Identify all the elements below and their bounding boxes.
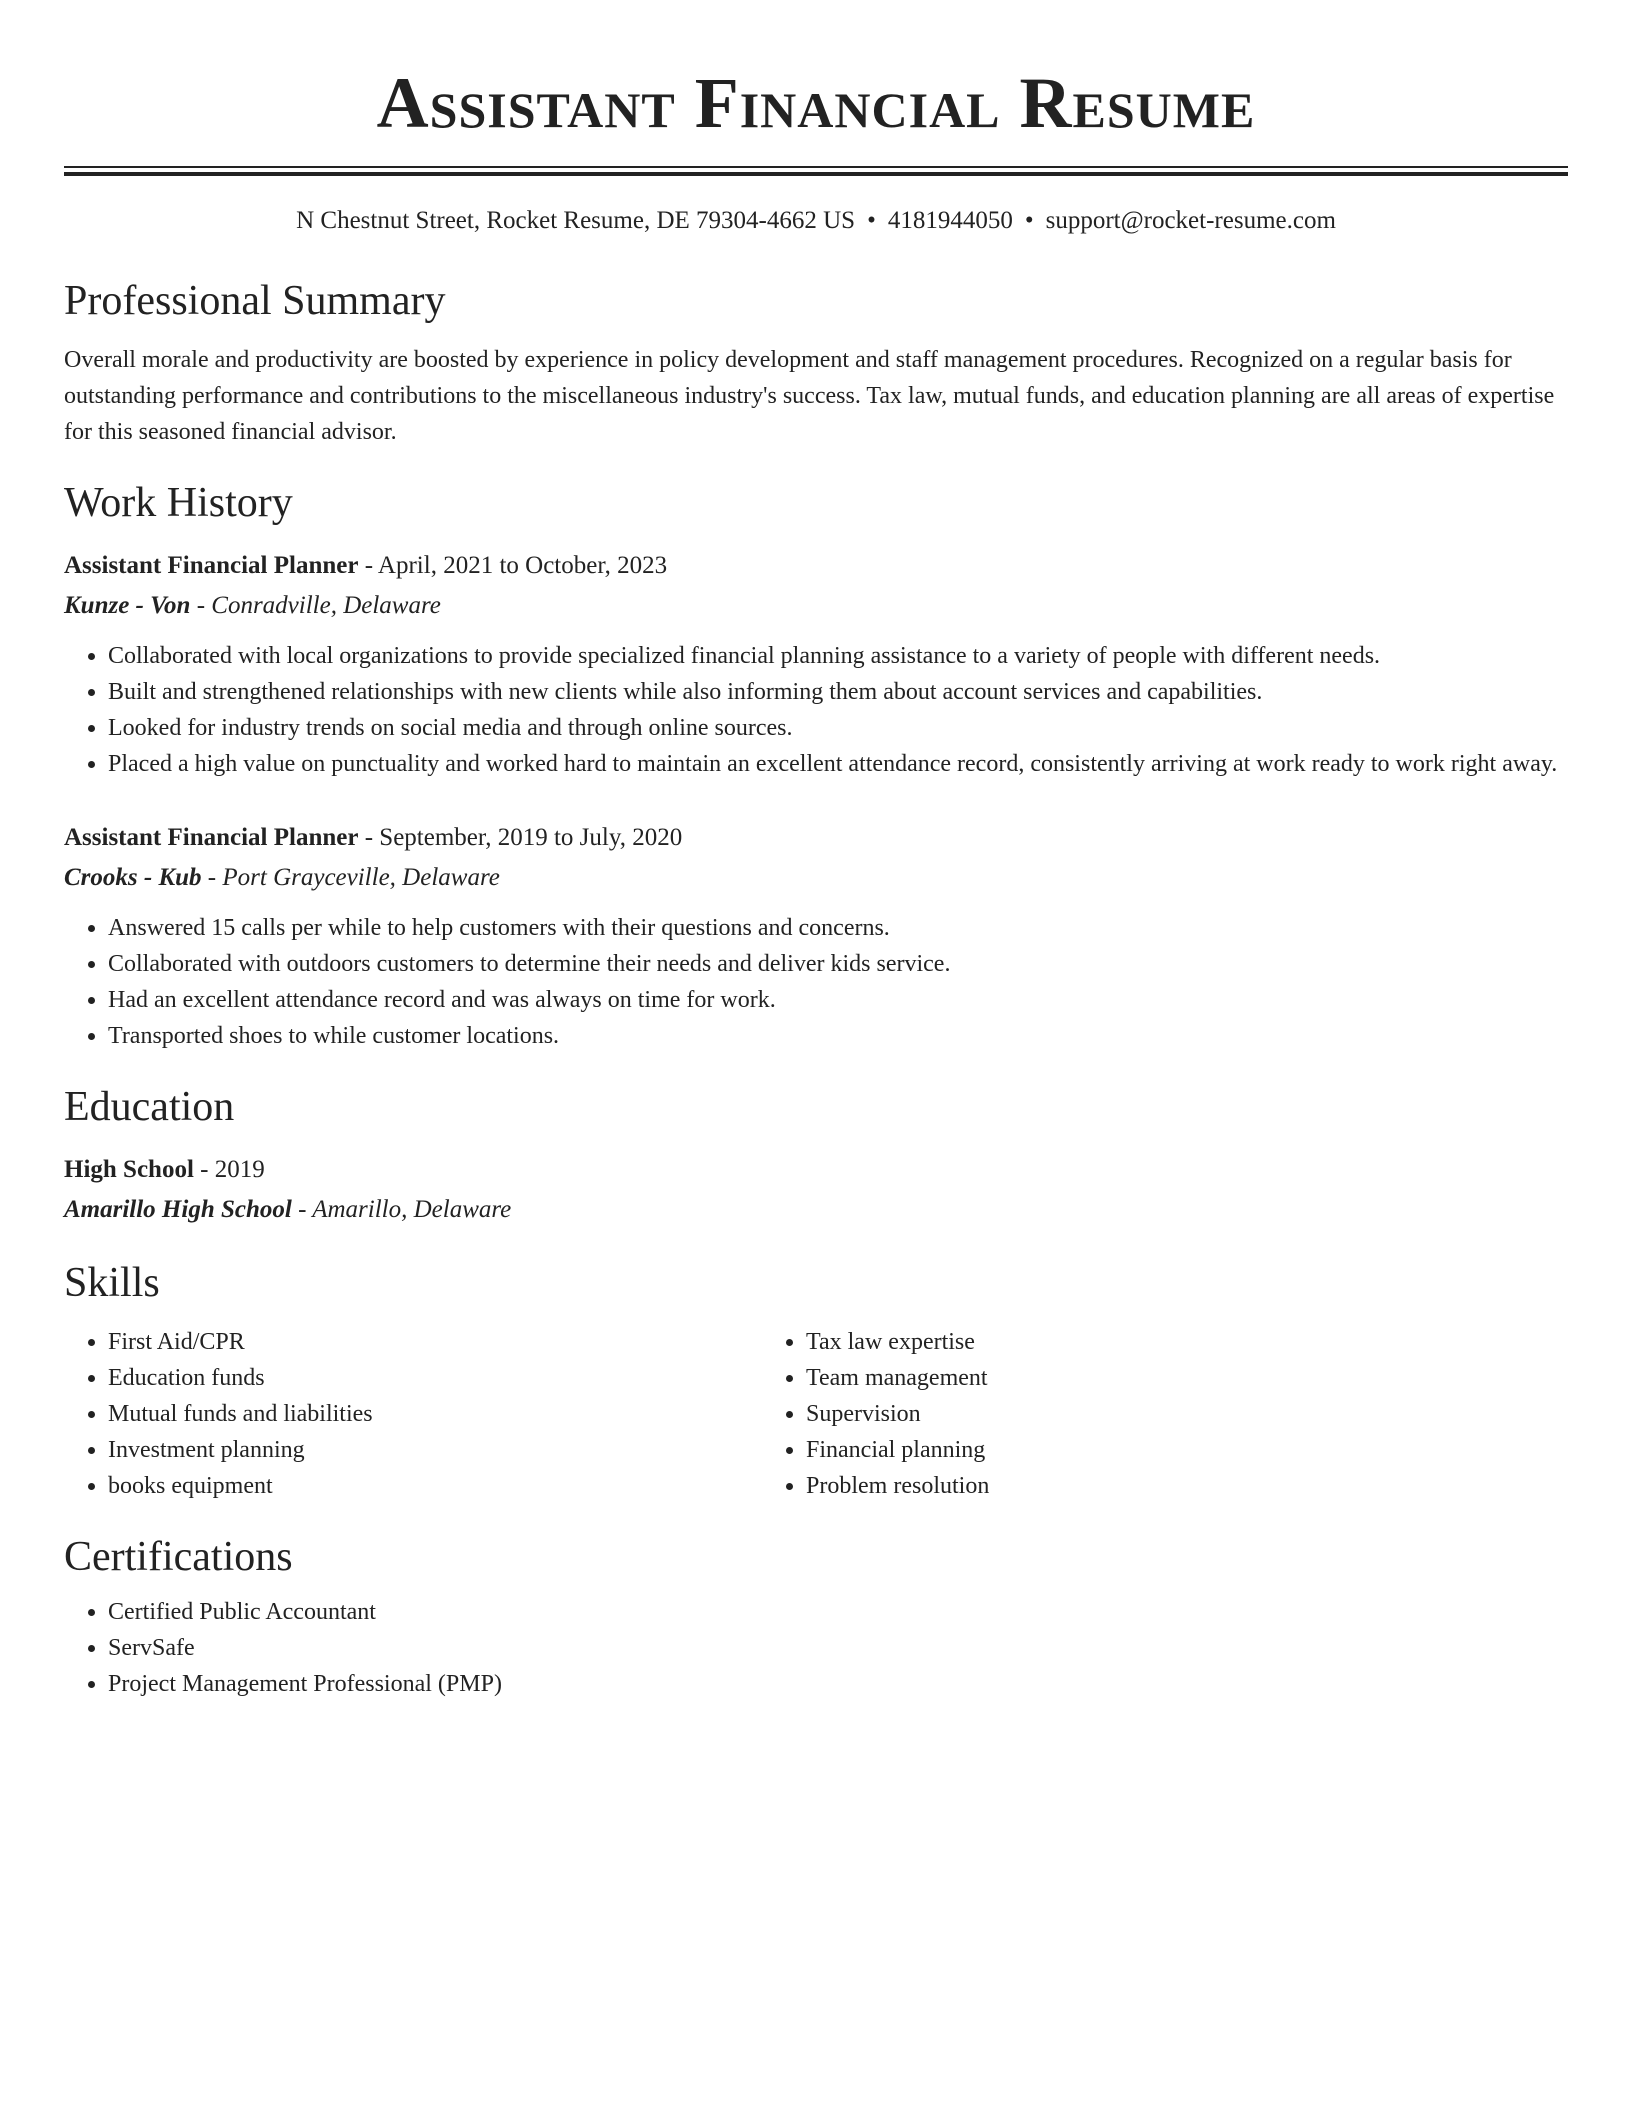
job-company-line bbox=[64, 858, 1568, 898]
education-degree-line bbox=[64, 1150, 1568, 1190]
job-dates: - April, 2021 to October, 2023 bbox=[358, 552, 668, 579]
job-bullets bbox=[64, 638, 1568, 782]
job-entry bbox=[64, 546, 1568, 782]
skill-item: • Financial planning bbox=[806, 1432, 1504, 1468]
skills-column-right bbox=[762, 1324, 1504, 1504]
resume-title: Assistant Financial Resume bbox=[376, 63, 1256, 143]
summary-heading: Professional Summary bbox=[64, 278, 446, 324]
job-entry bbox=[64, 818, 1568, 1054]
job-bullet: • Collaborated with outdoors customers to determine their needs and deliver kids service. bbox=[108, 946, 1568, 982]
education-school-line bbox=[64, 1190, 1568, 1230]
job-company-line bbox=[64, 586, 1568, 626]
job-title-line bbox=[64, 818, 1568, 858]
contact-address: N Chestnut Street, Rocket Resume, DE 79304-4662 US bbox=[296, 207, 856, 234]
summary-section bbox=[64, 276, 1568, 450]
education-school: Amarillo High School bbox=[64, 1196, 292, 1223]
skill-item: • Education funds bbox=[108, 1360, 762, 1396]
certifications-list bbox=[64, 1594, 1568, 1702]
contact-line bbox=[64, 204, 1568, 238]
certification-item: • Certified Public Accountant bbox=[108, 1594, 1568, 1630]
education-year: - 2019 bbox=[193, 1156, 265, 1183]
job-title: Assistant Financial Planner bbox=[64, 824, 359, 851]
job-bullet: • Had an excellent attendance record and was always on time for work. bbox=[108, 982, 1568, 1018]
skill-item: • Team management bbox=[806, 1360, 1504, 1396]
job-location: - Port Grayceville, Delaware bbox=[201, 864, 500, 891]
education-heading: Education bbox=[64, 1084, 235, 1130]
job-bullet: • Built and strengthened relationships with new clients while also informing them about account services and capabilities. bbox=[108, 674, 1568, 710]
skills-section bbox=[64, 1258, 1568, 1504]
contact-separator: • bbox=[1024, 207, 1034, 234]
job-bullet: • Placed a high value on punctuality and worked hard to maintain an excellent attendance record, consistently arriving at work ready to work right away. bbox=[108, 746, 1568, 782]
skill-item: • Tax law expertise bbox=[806, 1324, 1504, 1360]
contact-email[interactable]: support@rocket-resume.com bbox=[1045, 207, 1336, 234]
job-location: - Conradville, Delaware bbox=[190, 592, 441, 619]
job-dates: - September, 2019 to July, 2020 bbox=[358, 824, 683, 851]
education-degree: High School bbox=[64, 1156, 194, 1183]
skill-item: • Mutual funds and liabilities bbox=[108, 1396, 762, 1432]
job-company: Kunze - Von bbox=[64, 592, 191, 619]
certifications-section bbox=[64, 1532, 1568, 1702]
skill-item: • Problem resolution bbox=[806, 1468, 1504, 1504]
skills-grid bbox=[64, 1324, 1568, 1504]
contact-separator: • bbox=[867, 207, 876, 234]
skill-item: • books equipment bbox=[108, 1468, 762, 1504]
education-entry bbox=[64, 1150, 1568, 1230]
job-bullet: • Transported shoes to while customer locations. bbox=[108, 1018, 1568, 1054]
job-bullet: • Looked for industry trends on social media and through online sources. bbox=[108, 710, 1568, 746]
skill-item: • First Aid/CPR bbox=[108, 1324, 762, 1360]
work-history-heading: Work History bbox=[64, 480, 293, 526]
skill-item: • Investment planning bbox=[108, 1432, 762, 1468]
job-title-line bbox=[64, 546, 1568, 586]
education-section bbox=[64, 1082, 1568, 1230]
certifications-heading: Certifications bbox=[64, 1534, 293, 1580]
skill-item: • Supervision bbox=[806, 1396, 1504, 1432]
job-company: Crooks - Kub bbox=[64, 864, 202, 891]
summary-text: Overall morale and productivity are boosted by experience in policy development and staff management procedures. Recognized on a regular basis for outstanding performance and contributions to the miscellaneous industry's success. Tax law, mutual funds, and education planning are all areas of expertise for this seasoned financial advisor. bbox=[64, 347, 1555, 445]
job-bullet: • Answered 15 calls per while to help customers with their questions and concerns. bbox=[108, 910, 1568, 946]
certification-item: • Project Management Professional (PMP) bbox=[108, 1666, 1568, 1702]
work-history-section bbox=[64, 478, 1568, 1054]
education-location: - Amarillo, Delaware bbox=[291, 1196, 512, 1223]
job-bullet: • Collaborated with local organizations to provide specialized financial planning assistance to a variety of people with different needs. bbox=[108, 638, 1568, 674]
certification-item: • ServSafe bbox=[108, 1630, 1568, 1666]
title-divider bbox=[64, 166, 1568, 176]
job-title: Assistant Financial Planner bbox=[64, 552, 359, 579]
job-bullets bbox=[64, 910, 1568, 1054]
skills-heading: Skills bbox=[64, 1260, 160, 1306]
skills-column-left bbox=[64, 1324, 762, 1504]
contact-phone[interactable]: 4181944050 bbox=[887, 207, 1013, 234]
